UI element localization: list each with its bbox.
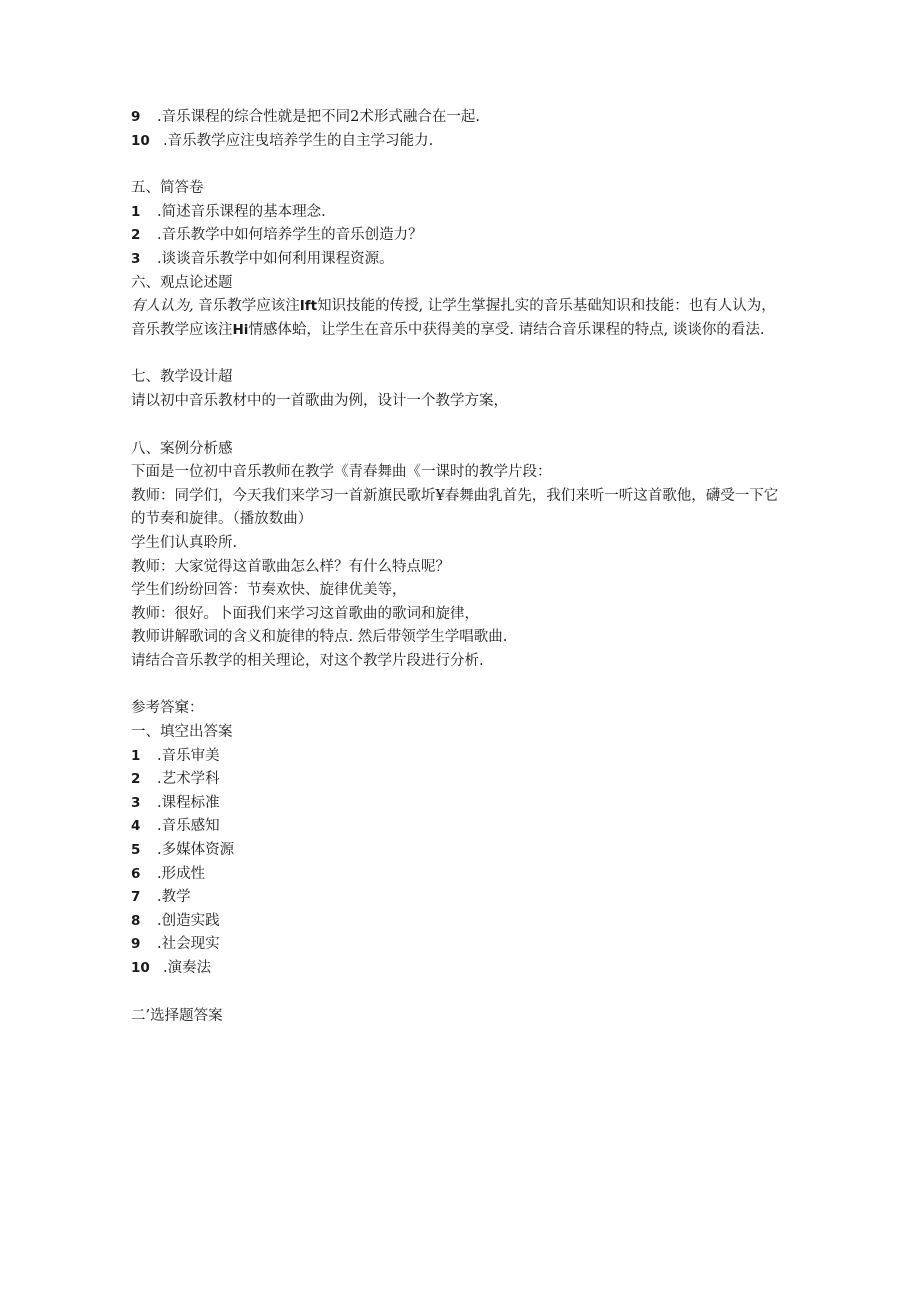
item-text: .艺术学科	[157, 771, 220, 788]
item-text: .简述音乐课程的基本理念.	[157, 203, 326, 220]
item-number: 3	[131, 794, 141, 811]
item-text: .演奏法	[163, 960, 212, 976]
fill-answer-item	[131, 933, 791, 957]
item-text: .多媒体资源	[157, 842, 235, 859]
essay-paragraph	[131, 295, 781, 342]
case-line: 学生们认真聆所.	[131, 534, 238, 551]
item-number: 9	[131, 109, 141, 125]
fill-answer-item	[131, 768, 791, 792]
essay-bold-b: Hi	[232, 321, 249, 338]
section-heading-short-answer: 五、简答卷	[131, 180, 204, 197]
item-number: 2	[131, 771, 141, 788]
section-heading-case: 八、案例分析感	[131, 440, 233, 457]
case-line: 教师讲解歌词的含义和旋律的特点. 然后带领学生学唱歌曲.	[131, 629, 508, 646]
item-number: 6	[131, 865, 141, 882]
fill-answer-item	[131, 957, 791, 981]
item-text: .音乐感知	[157, 818, 220, 835]
item-number: 10	[131, 132, 150, 149]
item-text: .音乐教学中如何培养学生的音乐创造力？	[157, 227, 423, 244]
short-answer-item	[131, 224, 791, 248]
essay-text-a: 音乐教学应该注	[193, 298, 300, 315]
fill-answer-item	[131, 863, 791, 887]
case-line: 教师：很好。卜面我们来学习这首歌曲的歌词和旋律，	[131, 605, 479, 622]
item-number: 2	[131, 227, 141, 244]
item-number: 1	[131, 203, 141, 220]
item-text: .教学	[157, 889, 191, 906]
item-number: 3	[131, 250, 141, 267]
item-number: 8	[131, 912, 141, 929]
essay-text-c: 情感体蛤，让学生在音乐中获得美的享受. 请结合音乐课程的特点, 谈谈你的看法.	[248, 321, 765, 338]
case-line: 教师：同学们，今天我们来学习一首新旗民歌圻¥春舞曲乳首先，我们来听一听这首歌他，礴受一下它的节奏和旋律。（播放数曲）	[131, 487, 779, 528]
item-number: 4	[131, 818, 141, 835]
judgement-item	[131, 130, 791, 154]
item-number: 7	[131, 889, 141, 906]
case-line: 下面是一位初中音乐教师在教学《青春舞曲《一课时的教学片段：	[131, 464, 552, 481]
fill-answer-item	[131, 910, 791, 934]
fill-answer-item	[131, 839, 791, 863]
section-heading-design: 七、教学设计超	[131, 369, 233, 386]
judgement-item	[131, 106, 791, 130]
item-text: .课程标准	[157, 794, 220, 811]
short-answer-item	[131, 201, 791, 225]
section-heading-fill-answers: 一、填空出答案	[131, 724, 233, 741]
section-heading-essay: 六、观点论述题	[131, 274, 233, 291]
item-number: 10	[131, 960, 150, 976]
case-line: 学生们纷纷回答：节奏欢快、旋律优美等，	[131, 582, 407, 599]
design-text: 请以初中音乐教材中的一首歌曲为例，设计一个教学方案，	[131, 392, 508, 409]
item-text: .社会现实	[157, 936, 220, 953]
item-text: .创造实践	[157, 912, 220, 929]
fill-answer-item	[131, 745, 791, 769]
item-text: .音乐课程的综合性就是把不同2术形式融合在一起.	[157, 109, 480, 125]
item-number: 5	[131, 842, 141, 859]
item-text: .谈谈音乐教学中如何利用课程资源。	[157, 250, 394, 267]
section-heading-choice-answers: 二’选择题答案	[131, 1007, 223, 1024]
fill-answer-item	[131, 815, 791, 839]
short-answer-item	[131, 248, 791, 272]
document-page	[131, 106, 791, 1028]
fill-answer-item	[131, 792, 791, 816]
essay-text-b: 知识技能的传授, 让学生掌握扎实的音乐基础知识和技能：也有人认为，音乐教学应该注	[131, 298, 776, 338]
item-number: 9	[131, 936, 141, 953]
answers-title: 参考答窠：	[131, 700, 204, 717]
item-text: .形成性	[157, 865, 206, 882]
case-line: 请结合音乐教学的相关理论，对这个教学片段进行分析.	[131, 652, 484, 669]
essay-bold-a: Ift	[299, 298, 318, 315]
essay-intro: 有人认为,	[131, 298, 194, 315]
item-number: 1	[131, 747, 141, 764]
item-text: .音乐教学应注曳培养学生的自主学习能力.	[163, 132, 434, 149]
item-text: .音乐审美	[157, 747, 220, 764]
fill-answer-item	[131, 886, 791, 910]
case-line: 教师：大家觉得这首歌曲怎么样？有什么特点呢？	[131, 558, 450, 575]
